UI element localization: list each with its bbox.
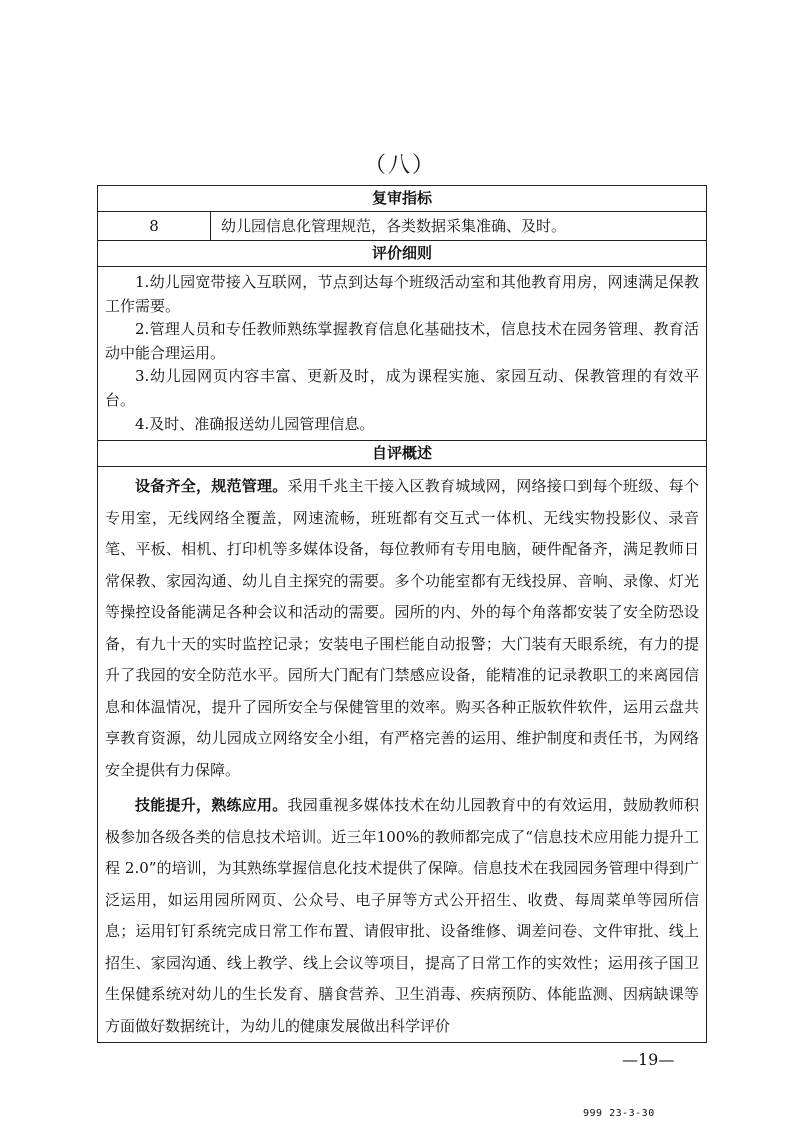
section-title: （八） (363, 153, 436, 178)
summary-header: 自评概述 (98, 441, 707, 467)
criteria-item: 3.幼儿园网页内容丰富、更新及时，成为课程实施、家园互动、保教管理的有效平台。 (105, 367, 699, 409)
summary-text: 我园重视多媒体技术在幼儿园教育中的有效运用，鼓励教师积极参加各级各类的信息技术培训。近三年100%的教师都完成了“信息技术应用能力提升工程 2.0”的培训，为其熟练掌握信息化技术提供了保障。信息技术在我园园务管理中得到广泛运用，如运用园所网页、公众号、电子屏等方式公开招生、收费、每周菜单等园所信息；运用钉钉系统完成日常工作布置、请假审批、设备维修、调差问卷、文件审批、线上招生、家园沟通、线上教学、线上会议等项目，提高了日常工作的实效性；运用孩子国卫生保健系统对幼儿的生长发育、膳食营养、卫生消毒、疾病预防、体能监测、因病缺课等方面做好数据统计，为幼儿的健康发展做出科学评价 (105, 796, 699, 1035)
criteria-item: 1.幼儿园宽带接入互联网，节点到达每个班级活动室和其他教育用房，网速满足保教工作需要。 (105, 273, 699, 315)
summary-row (98, 467, 707, 1043)
criteria-item: 4.及时、准确报送幼儿园管理信息。 (135, 414, 375, 433)
footer-stamp: 999 23-3-30 (583, 1108, 655, 1119)
summary-lead: 设备齐全，规范管理。 (135, 477, 288, 496)
summary-text: 采用千兆主干接入区教育城域网，网络接口到每个班级、每个专用室，无线网络全覆盖，网速流畅，班班都有交互式一体机、无线实物投影仪、录音笔、平板、相机、打印机等多媒体设备，每位教师有专用电脑，硬件配备齐，满足教师日常保教、家园沟通、幼儿自主探究的需要。多个功能室都有无线投屏、音响、录像、灯光等操控设备能满足各种会议和活动的需要。园所的内、外的每个角落都安装了安全防恐设备，有九十天的实时监控记录；安装电子围栏能自动报警；大门装有天眼系统，有力的提升了我园的安全防范水平。园所大门配有门禁感应设备，能精准的记录教职工的来离园信息和体温情况，提升了园所安全与保健管里的效率。购买各种正版软件软件，运用云盘共享教育资源，幼儿园成立网络安全小组，有严格完善的运用、维护制度和责任书，为网络安全提供有力保障。 (105, 477, 699, 779)
criteria-header-row (98, 241, 707, 267)
indicator-number: 8 (98, 212, 211, 241)
review-header-row (98, 186, 707, 212)
summary-paragraph (105, 790, 699, 1042)
summary-lead: 技能提升，熟练应用。 (135, 796, 288, 815)
indicator-text: 幼儿园信息化管理规范，各类数据采集准确、及时。 (211, 212, 707, 241)
summary-header-row (98, 441, 707, 467)
review-table (97, 185, 707, 1043)
page-number: —19— (622, 1050, 675, 1069)
criteria-row (98, 267, 707, 441)
review-header: 复审指标 (98, 186, 707, 212)
criteria-item: 2.管理人员和专任教师熟练掌握教育信息化基础技术，信息技术在园务管理、教育活动中能合理运用。 (105, 320, 699, 362)
summary-paragraph (105, 471, 699, 786)
criteria-header: 评价细则 (98, 241, 707, 267)
criteria-cell (98, 267, 707, 441)
indicator-row (98, 212, 707, 241)
summary-cell (98, 467, 707, 1043)
